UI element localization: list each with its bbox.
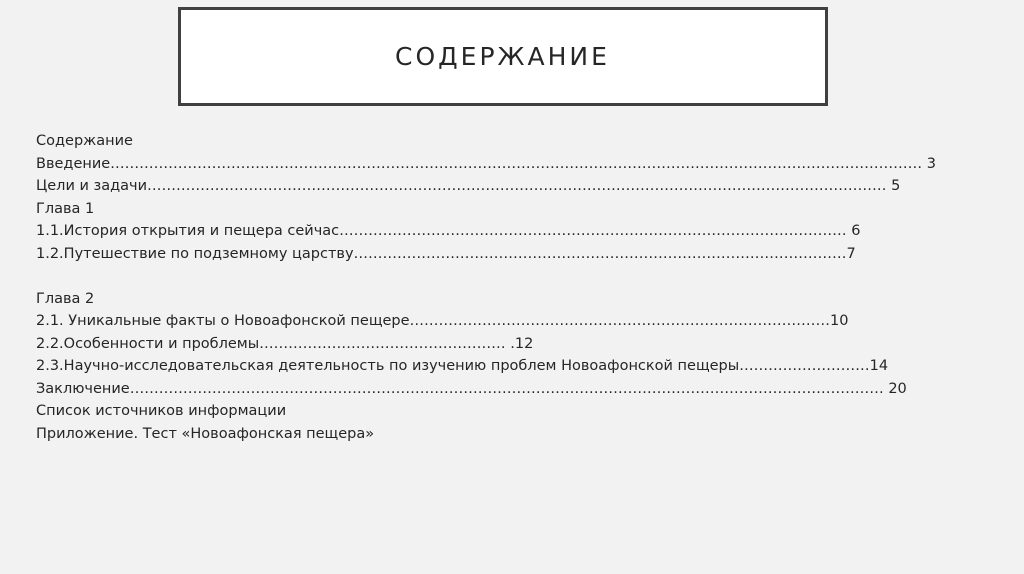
toc-spacer xyxy=(36,265,966,288)
toc-chapter-2: Глава 2 xyxy=(36,290,95,307)
table-of-contents xyxy=(36,130,966,445)
toc-entry-appendix: Приложение. Тест «Новоафонская пещера» xyxy=(36,425,375,442)
slide-title-box xyxy=(178,7,828,106)
slide-title: СОДЕРЖАНИЕ xyxy=(395,42,610,71)
toc-entry-goals: Цели и задачи……………………………………………………………………………………………………………………………………… 5 xyxy=(36,178,901,194)
toc-entry-1-2: 1.2.Путешествие по подземному царству…………………………………………………………………………………………7 xyxy=(36,245,856,262)
toc-entry-sources: Список источников информации xyxy=(36,403,287,419)
toc-entry-introduction: Введение…………………………………………………………………………………………………………………………………………………… 3 xyxy=(36,155,937,172)
toc-entry-2-3: 2.3.Научно-исследовательская деятельность по изучению проблем Новоафонской пещеры………………………14 xyxy=(36,358,889,374)
toc-chapter-1: Глава 1 xyxy=(36,200,95,217)
toc-entry-1-1: 1.1.История открытия и пещера сейчас…………………………………………………………………………………………… 6 xyxy=(36,223,861,239)
toc-heading: Содержание xyxy=(36,133,133,149)
toc-entry-2-1: 2.1. Уникальные факты о Новоафонской пещере……………………………………………………………………………10 xyxy=(36,313,849,329)
toc-entry-conclusion: Заключение………………………………………………………………………………………………………………………………………… 20 xyxy=(36,380,907,397)
toc-entry-2-2: 2.2.Особенности и проблемы…………………………………………… .12 xyxy=(36,335,534,352)
